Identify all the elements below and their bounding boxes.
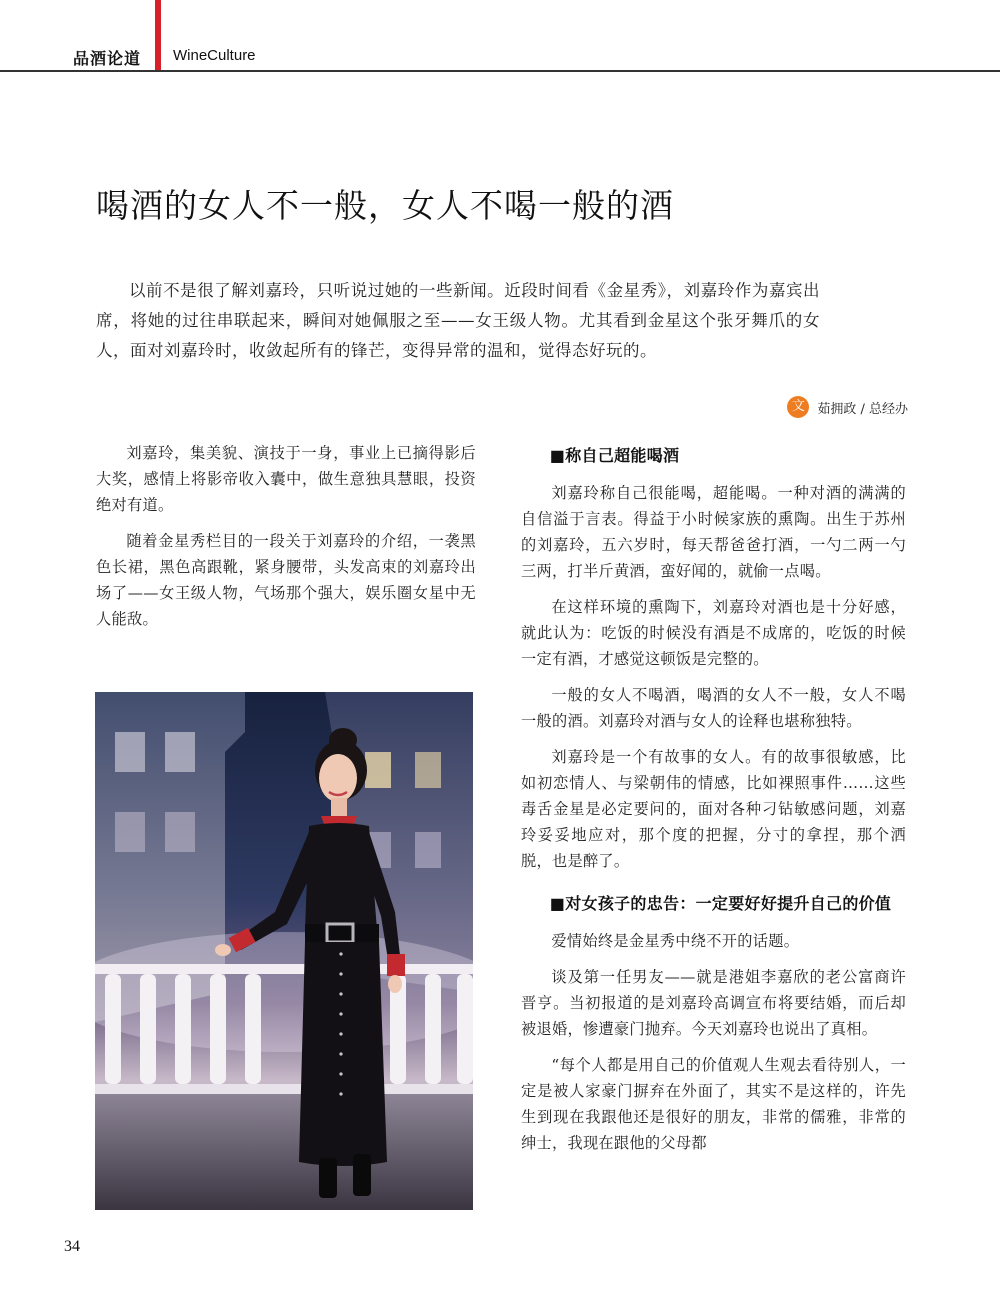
article-intro (96, 276, 820, 366)
body-paragraph: 刘嘉玲称自己很能喝，超能喝。一种对酒的满满的自信溢于言表。得益于小时候家族的熏陶。出生于苏州的刘嘉玲，五六岁时，每天帮爸爸打酒，一勺二两一勺三两，打半斤黄酒，蛮好闻的，就偷一点喝。 (521, 484, 906, 580)
body-paragraph: “每个人都是用自己的价值观人生观去看待别人，一定是被人家豪门摒弃在外面了，其实不是这样的，许先生到现在我跟他还是很好的朋友，非常的儒雅，非常的绅士，我现在跟他的父母都 (521, 1056, 906, 1152)
section-heading: ■称自己超能喝酒 (549, 446, 680, 465)
author-credit (787, 396, 908, 418)
body-paragraph: 刘嘉玲是一个有故事的女人。有的故事很敏感，比如初恋情人、与梁朝伟的情感，比如裸照事件……这些毒舌金星是必定要问的，面对各种刁钻敏感问题，刘嘉玲妥妥地应对，那个度的把握，分寸的拿捏，那个洒脱，也是醉了。 (521, 748, 906, 870)
intro-paragraph: 以前不是很了解刘嘉玲，只听说过她的一些新闻。近段时间看《金星秀》，刘嘉玲作为嘉宾出席，将她的过往串联起来，瞬间对她佩服之至——女王级人物。尤其看到金星这个张牙舞爪的女人，面对刘嘉玲时，收敛起所有的锋芒，变得异常的温和，觉得态好玩的。 (96, 281, 820, 360)
body-paragraph: 谈及第一任男友——就是港姐李嘉欣的老公富商许晋亨。当初报道的是刘嘉玲高调宣布将要结婚，而后却被退婚，惨遭豪门抛弃。今天刘嘉玲也说出了真相。 (521, 968, 906, 1038)
body-paragraph: 刘嘉玲，集美貌、演技于一身，事业上已摘得影后大奖，感情上将影帝收入囊中，做生意独具慧眼，投资绝对有道。 (96, 444, 476, 514)
author-badge-icon: 文 (787, 396, 809, 418)
body-paragraph: 在这样环境的熏陶下，刘嘉玲对酒也是十分好感，就此认为：吃饭的时候没有酒是不成席的，吃饭的时候一定有酒，才感觉这顿饭是完整的。 (521, 598, 906, 668)
body-paragraph: 一般的女人不喝酒，喝酒的女人不一般，女人不喝一般的酒。刘嘉玲对酒与女人的诠释也堪称独特。 (521, 686, 906, 730)
page-number: 34 (64, 1238, 80, 1255)
author-name: 茹拥政 / 总经办 (817, 401, 908, 417)
article-photo (95, 692, 473, 1210)
section-title-en: WineCulture (173, 47, 256, 64)
header-rule (0, 70, 1000, 72)
stage-photo-illustration (95, 692, 473, 1210)
right-column (521, 440, 906, 1166)
section-title-cn: 品酒论道 (73, 49, 142, 68)
left-column (96, 440, 476, 642)
body-paragraph: 爱情始终是金星秀中绕不开的话题。 (551, 932, 800, 950)
header-accent-bar (155, 0, 161, 72)
section-heading: ■对女孩子的忠告：一定要好好提升自己的价值 (549, 894, 892, 913)
body-paragraph: 随着金星秀栏目的一段关于刘嘉玲的介绍，一袭黑色长裙，黑色高跟靴，紧身腰带，头发高束的刘嘉玲出场了——女王级人物，气场那个强大，娱乐圈女星中无人能敌。 (96, 532, 476, 628)
article-title: 喝酒的女人不一般，女人不喝一般的酒 (96, 186, 674, 225)
